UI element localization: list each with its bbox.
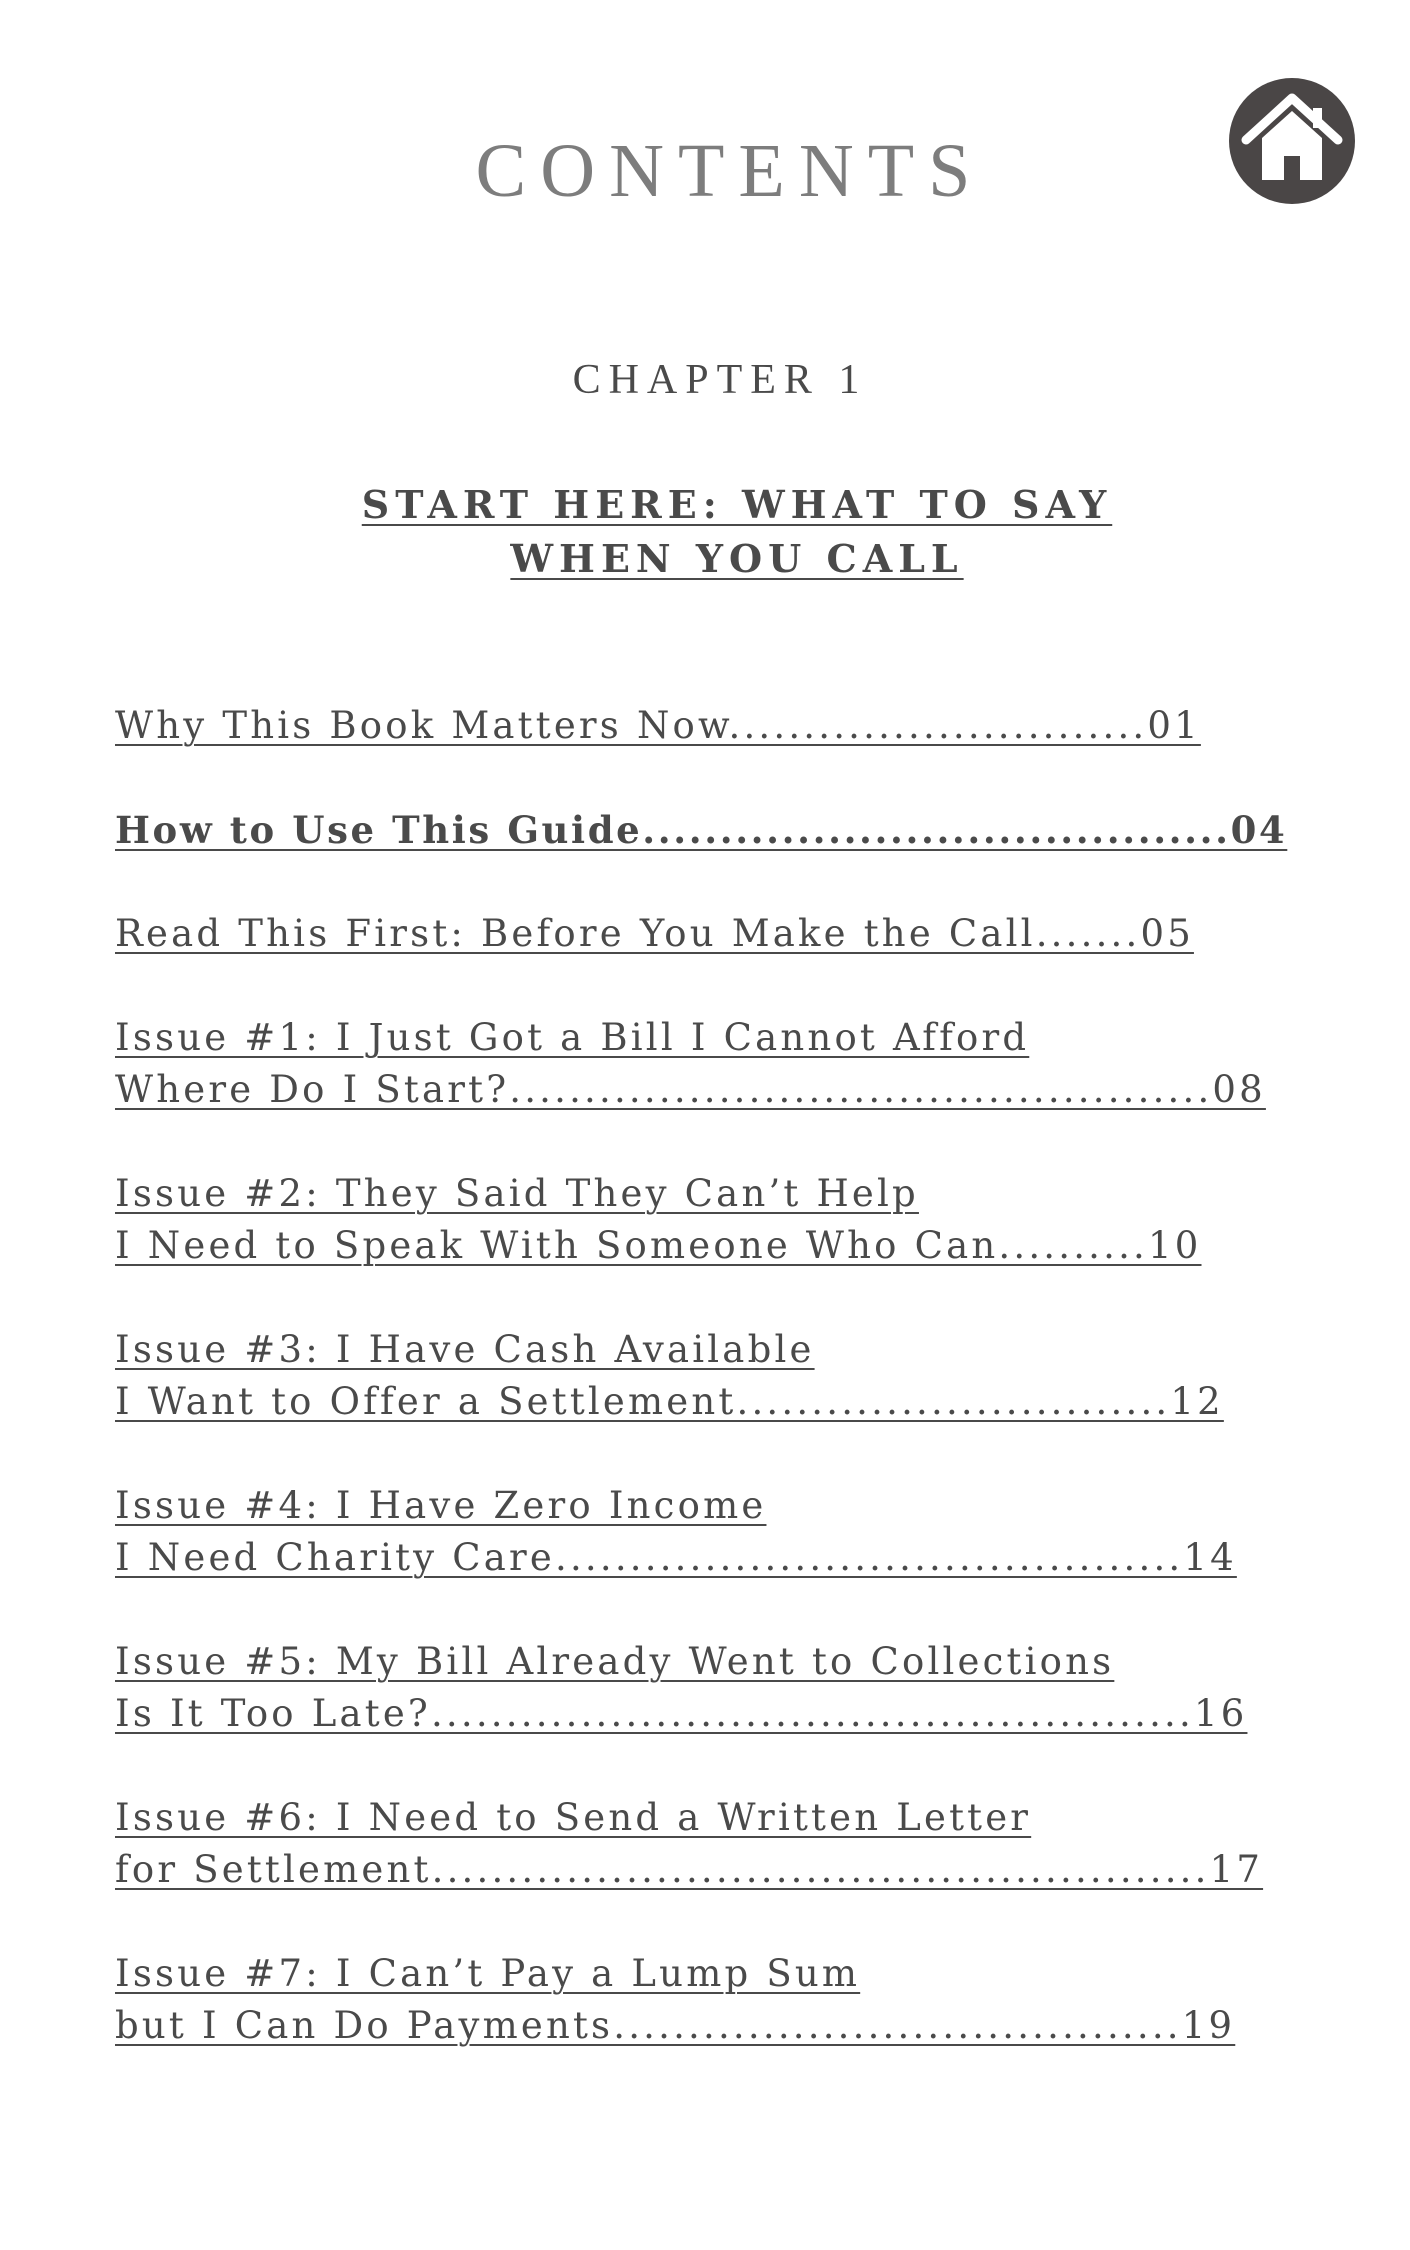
- toc-entry-issue-2[interactable]: [115, 1168, 1295, 1272]
- toc-entry-line: but I Can Do Payments......................................19: [115, 2004, 1236, 2047]
- toc-entry-line: Issue #7: I Can’t Pay a Lump Sum: [115, 1952, 861, 1995]
- toc-entry-read-this-first[interactable]: [115, 908, 1295, 960]
- toc-entry-issue-5[interactable]: [115, 1636, 1295, 1740]
- toc-entry-line: Issue #4: I Have Zero Income: [115, 1484, 767, 1527]
- toc-entry-issue-6[interactable]: [115, 1792, 1295, 1896]
- toc-entry-line: Issue #1: I Just Got a Bill I Cannot Afford: [115, 1016, 1030, 1059]
- toc-entry-issue-3[interactable]: [115, 1324, 1295, 1428]
- toc-entry-line: Issue #6: I Need to Send a Written Letter: [115, 1796, 1032, 1839]
- toc-entry-line: I Want to Offer a Settlement.............................12: [115, 1380, 1224, 1423]
- chapter-title-line-2: WHEN YOU CALL: [510, 536, 964, 581]
- home-icon: [1229, 78, 1355, 204]
- toc-entry-issue-7[interactable]: [115, 1948, 1295, 2052]
- chapter-title[interactable]: [0, 478, 1410, 586]
- table-of-contents: [115, 700, 1295, 2104]
- toc-entry-line: I Need to Speak With Someone Who Can..........10: [115, 1224, 1202, 1267]
- page-title: CONTENTS: [475, 129, 985, 213]
- toc-entry-line: Where Do I Start?...............................................08: [115, 1068, 1266, 1111]
- toc-entry-line: Issue #2: They Said They Can’t Help: [115, 1172, 919, 1215]
- toc-entry-line: Why This Book Matters Now............................01: [115, 704, 1201, 747]
- toc-entry-line: Read This First: Before You Make the Call.......05: [115, 912, 1194, 955]
- toc-entry-line: for Settlement....................................................17: [115, 1848, 1264, 1891]
- chapter-title-line-1: START HERE: WHAT TO SAY: [361, 482, 1113, 527]
- toc-entry-issue-4[interactable]: [115, 1480, 1295, 1584]
- toc-entry-why-this-book-matters[interactable]: [115, 700, 1295, 752]
- toc-entry-issue-1[interactable]: [115, 1012, 1295, 1116]
- toc-entry-line: Issue #3: I Have Cash Available: [115, 1328, 815, 1371]
- toc-entry-how-to-use-guide[interactable]: [115, 804, 1295, 856]
- home-button[interactable]: [1229, 78, 1355, 204]
- toc-entry-line: Is It Too Late?...................................................16: [115, 1692, 1248, 1735]
- toc-entry-line: Issue #5: My Bill Already Went to Collections: [115, 1640, 1115, 1683]
- toc-entry-line: I Need Charity Care..........................................14: [115, 1536, 1237, 1579]
- chapter-label: CHAPTER 1: [572, 357, 868, 403]
- toc-entry-line: How to Use This Guide......................................04: [115, 808, 1288, 852]
